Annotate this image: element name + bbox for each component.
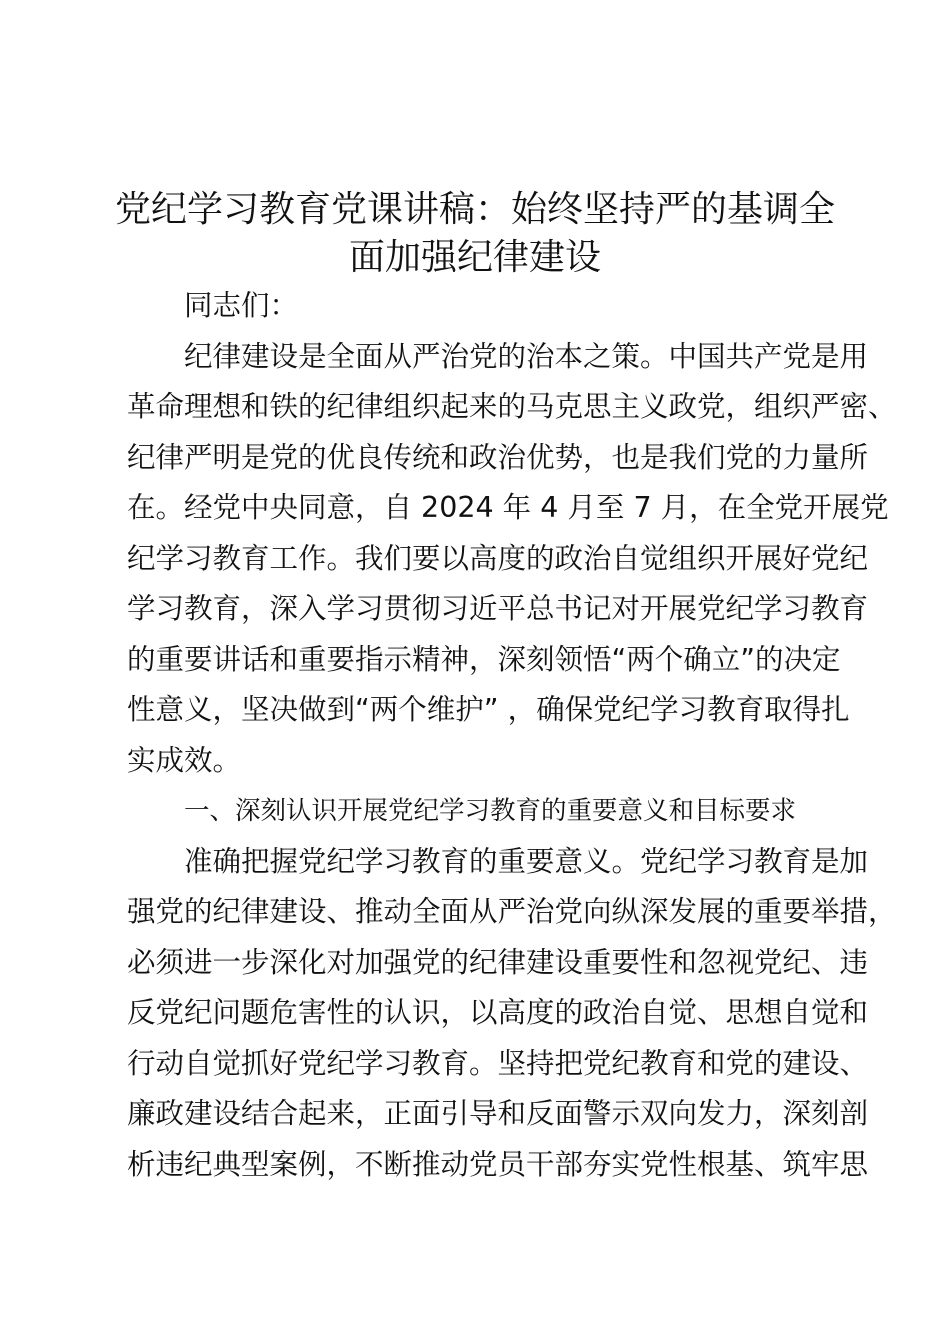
paragraph-line: 性意义，坚决做到“两个维护” ，确保党纪学习教育取得扎: [127, 693, 850, 726]
title-line: 党纪学习教育党课讲稿：始终坚持严的基调全: [114, 189, 835, 230]
paragraph-line: 强党的纪律建设、推动全面从严治党向纵深发展的重要举措，: [127, 895, 897, 928]
paragraph-line: 的重要讲话和重要指示精神，深刻领悟“两个确立”的决定: [127, 642, 841, 676]
paragraph-line: 行动自觉抓好党纪学习教育。坚持把党纪教育和党的建设、: [127, 1046, 869, 1080]
salutation: 同志们：: [184, 289, 299, 322]
paragraph-line: 准确把握党纪学习教育的重要意义。党纪学习教育是加: [184, 844, 869, 878]
paragraph-line: 必须进一步深化对加强党的纪律建设重要性和忽视党纪、违: [127, 945, 869, 979]
paragraph-line: 纪学习教育工作。我们要以高度的政治自觉组织开展好党纪: [127, 541, 869, 575]
document-body: [127, 281, 897, 1190]
paragraph-line: 在。经党中央同意，自 2024 年 4 月至 7 月，在全党开展党: [127, 491, 889, 524]
section-heading: 一、深刻认识开展党纪学习教育的重要意义和目标要求: [184, 796, 797, 826]
paragraph-line: 纪律严明是党的优良传统和政治优势，也是我们党的力量所: [127, 440, 869, 474]
paragraph-line: 反党纪问题危害性的认识，以高度的政治自觉、思想自觉和: [127, 996, 869, 1029]
paragraph-line: 实成效。: [127, 743, 242, 777]
paragraph-line: 析违纪典型案例，不断推动党员干部夯实党性根基、筑牢思: [127, 1147, 869, 1181]
paragraph-line: 纪律建设是全面从严治党的治本之策。中国共产党是用: [184, 339, 869, 373]
paragraph-line: 廉政建设结合起来，正面引导和反面警示双向发力，深刻剖: [127, 1097, 869, 1130]
title-line: 面加强纪律建设: [348, 237, 601, 278]
document-title: [100, 186, 850, 282]
paragraph-line: 学习教育，深入学习贯彻习近平总书记对开展党纪学习教育: [127, 592, 869, 625]
paragraph-line: 革命理想和铁的纪律组织起来的马克思主义政党，组织严密、: [127, 390, 897, 423]
